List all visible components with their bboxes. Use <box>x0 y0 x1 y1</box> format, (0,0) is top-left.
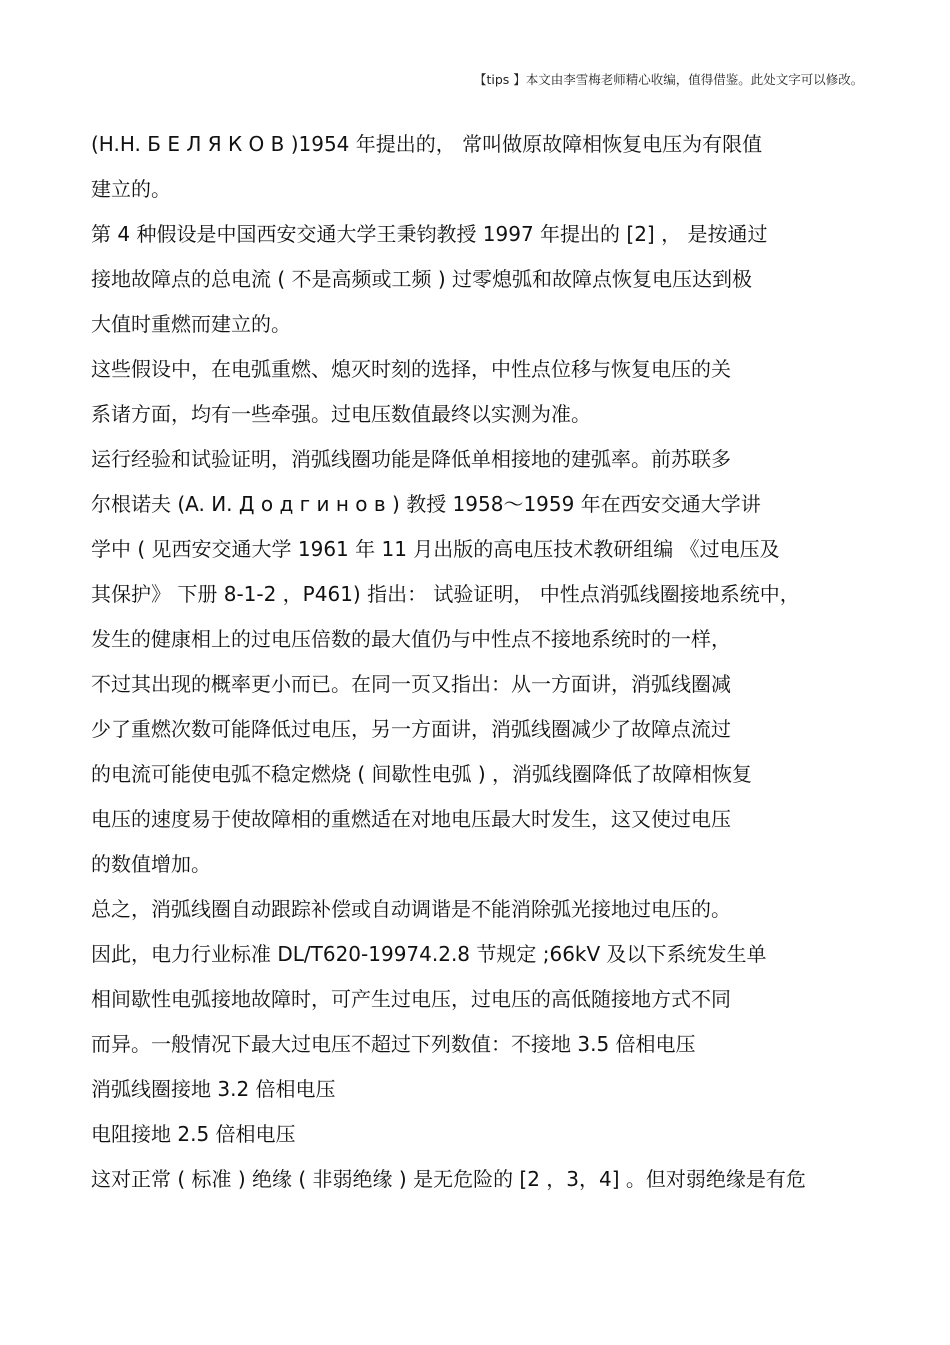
body-line: 的电流可能使电弧不稳定燃烧 ( 间歇性电弧 ) ，消弧线圈降低了故障相恢复 <box>91 762 753 786</box>
body-line: 电压的速度易于使故障相的重燃适在对地电压最大时发生，这又使过电压 <box>91 807 731 831</box>
body-line: (H.H. Б Е Л Я К О В )1954 年提出的， 常叫做原故障相恢复电压为有限值 <box>91 132 763 156</box>
body-line: 大值时重燃而建立的。 <box>91 312 291 336</box>
body-line: 这些假设中，在电弧重燃、熄灭时刻的选择，中性点位移与恢复电压的关 <box>91 357 731 381</box>
body-line: 相间歇性电弧接地故障时，可产生过电压，过电压的高低随接地方式不同 <box>91 987 731 1011</box>
body-line: 这对正常 ( 标准 ) 绝缘 ( 非弱绝缘 ) 是无危险的 [2 ，3，4] 。但对弱绝缘是有危 <box>91 1167 806 1191</box>
body-line: 第 4 种假设是中国西安交通大学王秉钧教授 1997 年提出的 [2] ， 是按通过 <box>91 222 768 246</box>
body-line: 建立的。 <box>91 177 171 201</box>
body-line: 少了重燃次数可能降低过电压，另一方面讲，消弧线圈减少了故障点流过 <box>91 717 731 741</box>
body-line: 总之，消弧线圈自动跟踪补偿或自动调谐是不能消除弧光接地过电压的。 <box>91 897 731 921</box>
body-line: 尔根诺夫 (A. И. Д о д г и н о в ) 教授 1958～1959 年在西安交通大学讲 <box>91 492 761 516</box>
body-line: 学中 ( 见西安交通大学 1961 年 11 月出版的高电压技术教研组编 《过电压及 <box>91 537 780 561</box>
body-line: 电阻接地 2.5 倍相电压 <box>91 1122 296 1146</box>
body-line: 不过其出现的概率更小而已。在同一页又指出：从一方面讲，消弧线圈减 <box>91 672 731 696</box>
body-line: 运行经验和试验证明，消弧线圈功能是降低单相接地的建弧率。前苏联多 <box>91 447 731 471</box>
body-line: 系诸方面，均有一些牵强。过电压数值最终以实测为准。 <box>91 402 591 426</box>
body-line: 的数值增加。 <box>91 852 211 876</box>
body-line: 因此，电力行业标准 DL/T620-19974.2.8 节规定 ;66kV 及以下系统发生单 <box>91 942 767 966</box>
body-line: 其保护》 下册 8-1-2 ，P461) 指出： 试验证明， 中性点消弧线圈接地系统中， <box>91 582 800 606</box>
body-line: 发生的健康相上的过电压倍数的最大值仍与中性点不接地系统时的一样， <box>91 627 731 651</box>
header-tips: 【tips 】本文由李雪梅老师精心收编，值得借鉴。此处文字可以修改。 <box>474 72 864 87</box>
body-line: 消弧线圈接地 3.2 倍相电压 <box>91 1077 336 1101</box>
body-line: 而异。一般情况下最大过电压不超过下列数值：不接地 3.5 倍相电压 <box>91 1032 696 1056</box>
body-line: 接地故障点的总电流 ( 不是高频或工频 ) 过零熄弧和故障点恢复电压达到极 <box>91 267 753 291</box>
